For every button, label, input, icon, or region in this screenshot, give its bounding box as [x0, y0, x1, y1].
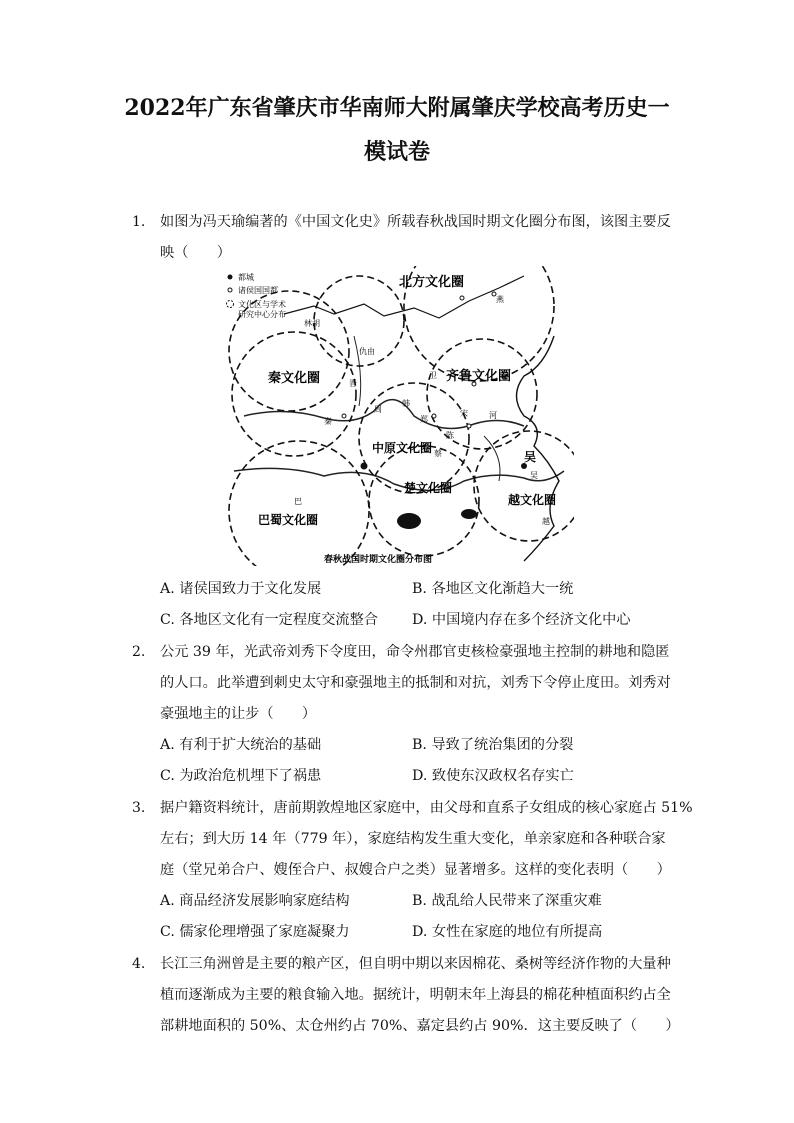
option-a[interactable]: A. 有利于扩大统治的基础	[160, 737, 322, 753]
question-text-line: 豪强地主的让步（ ）	[160, 706, 317, 722]
place-label: 河	[489, 411, 497, 420]
place-label: 韩	[402, 399, 410, 408]
question-number: 4.	[132, 956, 146, 972]
question-number: 3.	[132, 800, 146, 816]
option-d[interactable]: D. 女性在家庭的地位有所提高	[412, 924, 603, 940]
question-text-line: 庭（堂兄弟合户、嫂侄合户、叔嫂合户之类）显著增多。这样的变化表明（ ）	[160, 862, 671, 878]
legend-label: 诸侯国国都	[238, 286, 278, 295]
place-label: 林胡	[304, 319, 320, 328]
option-a[interactable]: A. 诸侯国致力于文化发展	[160, 581, 322, 597]
option-b[interactable]: B. 各地区文化渐趋大一统	[412, 581, 574, 597]
place-label: 越	[542, 517, 550, 526]
question-text-line: 据户籍资料统计，唐前期敦煌地区家庭中，由父母和直系子女组成的核心家庭占 51%	[160, 800, 693, 816]
city-dot	[432, 414, 436, 418]
capital-symbol	[228, 275, 233, 280]
option-a[interactable]: A. 商品经济发展影响家庭结构	[160, 893, 350, 909]
title-line-1: 2022年广东省肇庆市华南师大附属肇庆学校高考历史一	[124, 95, 670, 121]
city-dot	[467, 424, 471, 428]
question-text-line: 长江三角洲曾是主要的粮产区，但自明中期以来因棉花、桑树等经济作物的大量种	[160, 956, 671, 972]
culture-circle-map	[224, 266, 574, 566]
region-label: 中原文化圈	[372, 441, 433, 455]
place-label: 蔡	[434, 449, 442, 458]
capital-dot	[361, 463, 368, 470]
city-dot	[342, 414, 346, 418]
place-label: 巴	[294, 497, 302, 506]
lake	[397, 513, 421, 529]
question-text-line: 植而逐渐成为主要的粮食输入地。据统计，明朝末年上海县的棉花种植面积约占全	[160, 987, 671, 1003]
option-b[interactable]: B. 战乱给人民带来了深重灾难	[412, 893, 602, 909]
region-label: 巴蜀文化圈	[258, 513, 319, 527]
question-text-line: 公元 39 年，光武帝刘秀下令度田，命令州郡官吏核检豪强地主控制的耕地和隐匿	[160, 644, 670, 660]
map-caption: 春秋战国时期文化圈分布图	[324, 555, 433, 565]
question-text-line: 如图为冯天瑜编著的《中国文化史》所载春秋战国时期文化圈分布图，该图主要反	[160, 214, 671, 230]
lake	[461, 509, 477, 519]
place-label: 吴	[530, 471, 538, 480]
option-d[interactable]: D. 中国境内存在多个经济文化中心	[412, 612, 631, 628]
state-capital-symbol	[228, 288, 232, 292]
option-c[interactable]: C. 各地区文化有一定程度交流整合	[160, 612, 378, 628]
question-number: 1.	[132, 214, 146, 230]
question-number: 2.	[132, 644, 146, 660]
option-b[interactable]: B. 导致了统治集团的分裂	[412, 737, 574, 753]
question-text-line: 映（ ）	[160, 245, 231, 261]
region-label: 秦文化圈	[268, 371, 321, 386]
place-label: 宋	[460, 409, 468, 418]
region-label: 越文化圈	[508, 493, 557, 507]
place-label: 仇由	[359, 347, 375, 356]
place-label: 卫	[429, 371, 437, 380]
option-c[interactable]: C. 为政治危机埋下了祸患	[160, 768, 322, 784]
option-c[interactable]: C. 儒家伦理增强了家庭凝聚力	[160, 924, 350, 940]
legend-label: 文化区与学术	[238, 300, 286, 309]
title-line-2: 模试卷	[363, 139, 430, 165]
legend-label: 研究中心分布	[238, 310, 286, 319]
place-label: 郑	[420, 415, 428, 424]
place-label: 周	[374, 405, 382, 414]
paper-title	[110, 86, 684, 174]
question-text-line: 部耕地面积的 50%、太仓州约占 70%、嘉定县约占 90%．这主要反映了（ ）	[160, 1018, 680, 1034]
region-label: 吴	[524, 450, 537, 464]
place-label: 秦	[324, 417, 332, 426]
question-text-line: 的人口。此举遭到刺史太守和豪强地主的抵制和对抗，刘秀下令停止度田。刘秀对	[160, 675, 671, 691]
legend-label: 都城	[238, 273, 254, 282]
place-label: 晋	[349, 379, 357, 388]
question-text-line: 左右；到大历 14 年（779 年），家庭结构发生重大变化，单亲家庭和各种联合家	[160, 831, 666, 847]
city-dot	[460, 296, 464, 300]
place-label: 燕	[496, 295, 504, 304]
region-label: 齐鲁文化圈	[446, 369, 512, 384]
option-d[interactable]: D. 致使东汉政权名存实亡	[412, 768, 574, 784]
place-label: 陈	[446, 431, 454, 440]
region-label: 北方文化圈	[399, 275, 465, 290]
region-label: 楚文化圈	[404, 481, 453, 495]
